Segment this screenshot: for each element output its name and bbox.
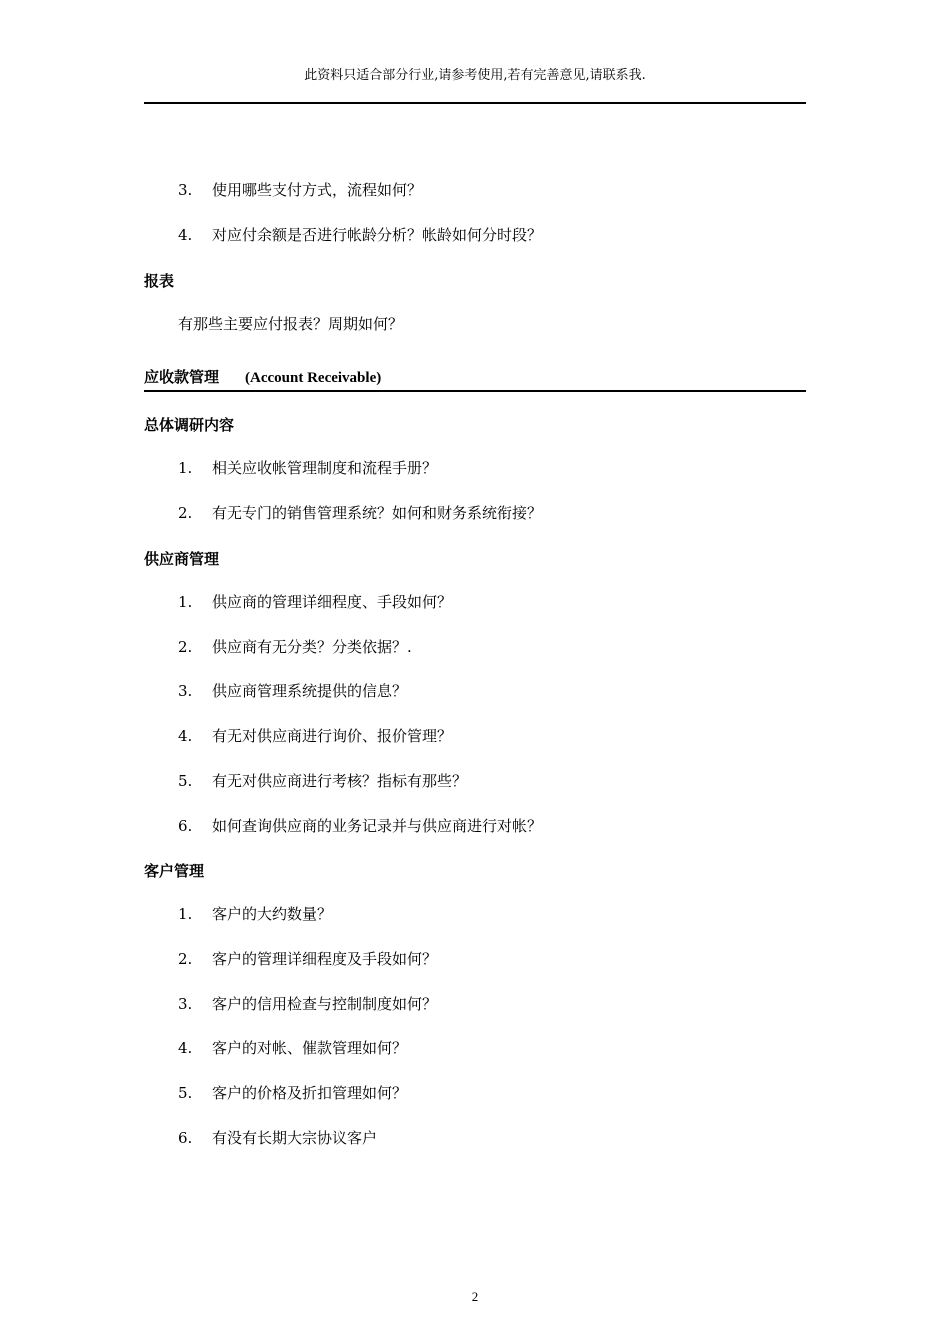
- item-number: 1.: [178, 459, 193, 477]
- overall-heading: 总体调研内容: [144, 416, 235, 434]
- list-item: [178, 592, 452, 612]
- item-text: 客户的价格及折扣管理如何？: [212, 1084, 408, 1102]
- item-text: 如何查询供应商的业务记录并与供应商进行对帐？: [212, 817, 543, 835]
- item-number: 4.: [178, 727, 193, 745]
- item-text: 对应付余额是否进行帐龄分析？帐龄如何分时段？: [212, 226, 543, 244]
- list-item: [178, 637, 412, 657]
- list-item: [178, 949, 437, 969]
- item-number: 4.: [178, 1039, 193, 1057]
- list-item: [178, 771, 467, 791]
- item-text: 客户的信用检查与控制制度如何？: [212, 995, 438, 1013]
- list-item: [178, 904, 332, 924]
- item-text: 有没有长期大宗协议客户: [212, 1129, 378, 1147]
- list-item: [178, 816, 542, 836]
- item-text: 供应商有无分类？分类依据？.: [212, 638, 412, 656]
- item-number: 6.: [178, 1129, 193, 1147]
- item-number: 3.: [178, 181, 193, 199]
- reports-text: 有那些主要应付报表？周期如何？: [178, 315, 404, 333]
- page-header: 此资料只适合部分行业,请参考使用,若有完善意见,请联系我.: [304, 68, 646, 83]
- page-number: 2: [471, 1289, 479, 1304]
- item-number: 5.: [178, 1084, 193, 1102]
- list-item: [178, 1038, 407, 1058]
- item-text: 供应商管理系统提供的信息？: [212, 682, 408, 700]
- list-item: [178, 726, 452, 746]
- item-text: 有无对供应商进行考核？指标有那些？: [212, 772, 468, 790]
- list-item: [178, 180, 422, 200]
- item-text: 客户的对帐、催款管理如何？: [212, 1039, 408, 1057]
- item-number: 5.: [178, 772, 193, 790]
- reports-heading: 报表: [144, 272, 175, 290]
- suppliers-heading: 供应商管理: [144, 550, 220, 568]
- item-text: 有无对供应商进行询价、报价管理？: [212, 727, 453, 745]
- header-divider: [144, 102, 806, 104]
- list-item: [178, 1128, 377, 1148]
- item-number: 2.: [178, 638, 193, 656]
- list-item: [178, 994, 437, 1014]
- item-text: 供应商的管理详细程度、手段如何？: [212, 593, 453, 611]
- item-number: 1.: [178, 593, 193, 611]
- list-item: [178, 1083, 407, 1103]
- item-number: 3.: [178, 995, 193, 1013]
- item-text: 客户的大约数量？: [212, 905, 333, 923]
- item-number: 4.: [178, 226, 193, 244]
- item-text: 相关应收帐管理制度和流程手册？: [212, 459, 438, 477]
- item-number: 2.: [178, 950, 193, 968]
- customers-heading: 客户管理: [144, 862, 205, 880]
- item-text: 有无专门的销售管理系统？如何和财务系统衔接？: [212, 504, 543, 522]
- item-text: 使用哪些支付方式，流程如何？: [212, 181, 423, 199]
- list-item: [178, 225, 542, 245]
- section-title: [144, 367, 381, 388]
- list-item: [178, 681, 407, 701]
- section-title-cn: 应收款管理: [144, 368, 220, 386]
- item-number: 3.: [178, 682, 193, 700]
- section-divider: [144, 390, 806, 392]
- section-title-en: (Account Receivable): [245, 370, 382, 386]
- item-text: 客户的管理详细程度及手段如何？: [212, 950, 438, 968]
- item-number: 2.: [178, 504, 193, 522]
- list-item: [178, 458, 437, 478]
- list-item: [178, 503, 542, 523]
- item-number: 1.: [178, 905, 193, 923]
- item-number: 6.: [178, 817, 193, 835]
